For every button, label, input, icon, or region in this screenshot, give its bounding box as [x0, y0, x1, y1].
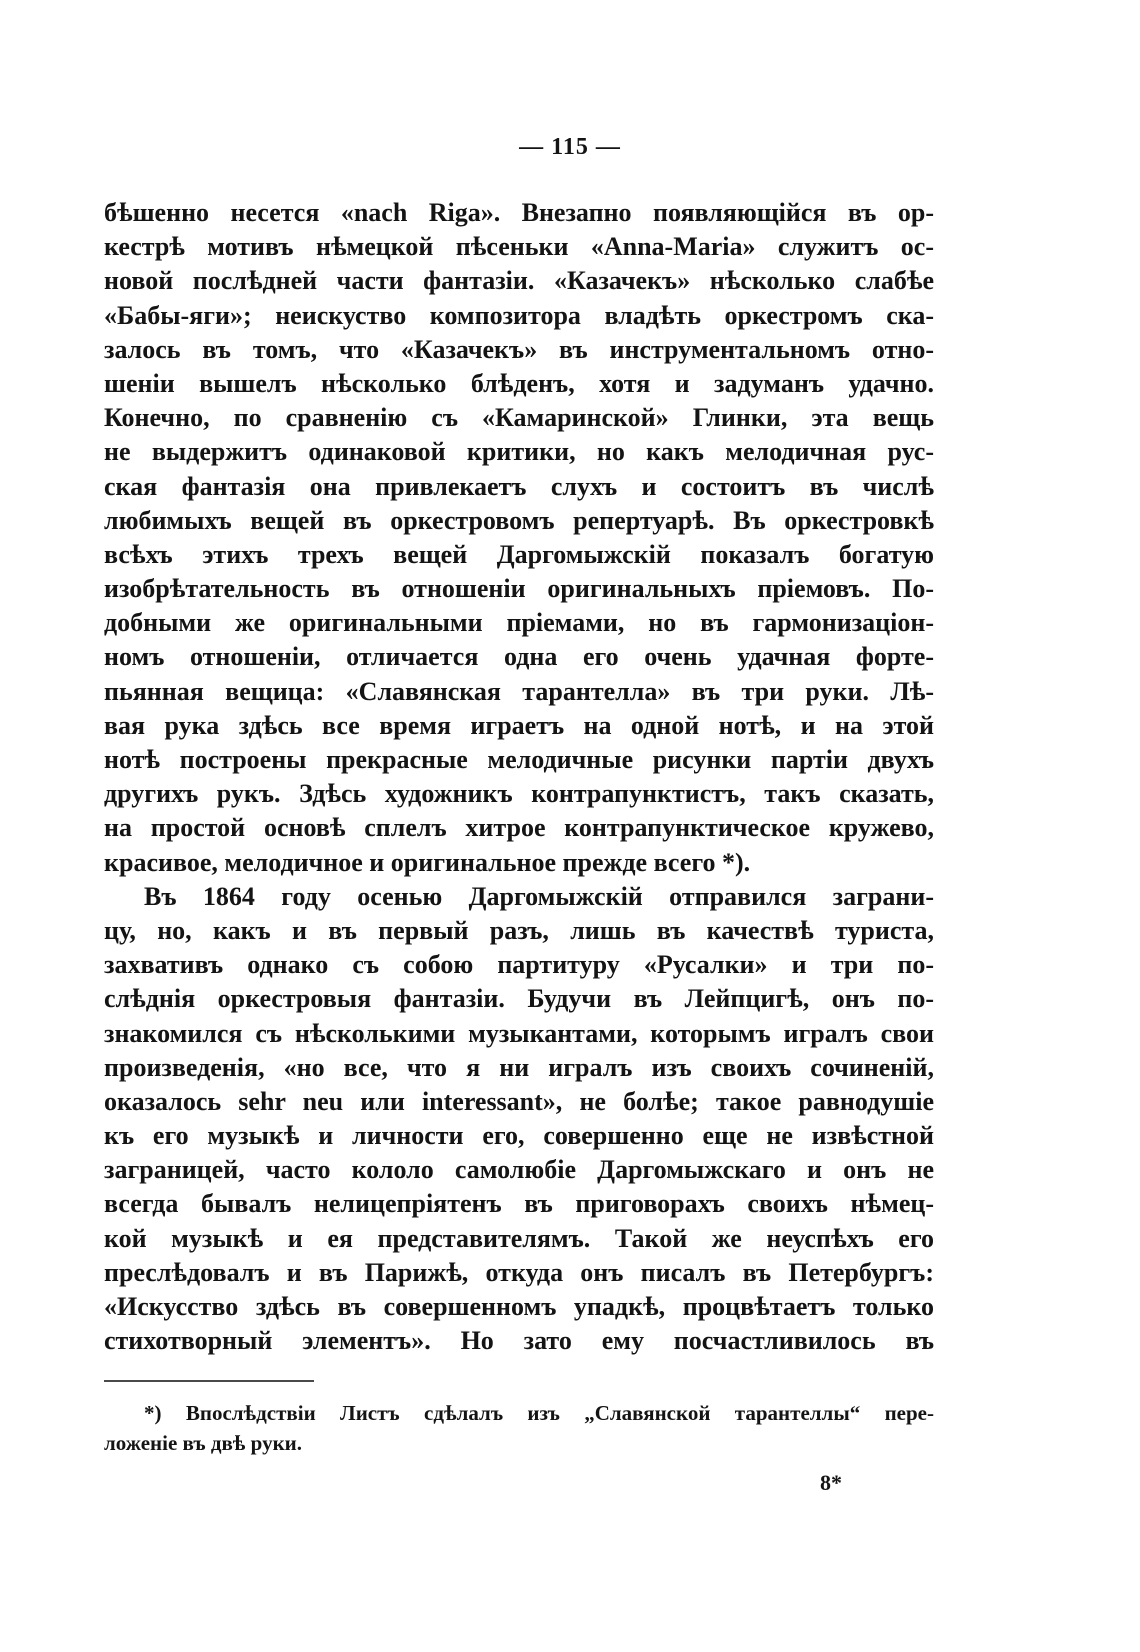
text-line: оказалось sehr neu или interessant», не болѣе; такое равнодушіе: [104, 1086, 934, 1116]
footnote-divider: [104, 1380, 314, 1382]
text-line: нотѣ построены прекрасные мелодичные рисунки партіи двухъ: [104, 745, 934, 774]
text-line: вая рука здѣсь все время играетъ на одной нотѣ, и на этой: [104, 710, 934, 740]
text-line: «Искусство здѣсь въ совершенномъ упадкѣ, процвѣтаетъ только: [104, 1292, 934, 1321]
text-line: не выдержитъ одинаковой критики, но какъ мелодичная рус-: [104, 437, 934, 467]
text-line: изобрѣтательность въ отношеніи оригинальныхъ пріемовъ. По-: [104, 574, 934, 604]
text-line: произведенія, «но все, что я ни игралъ изъ своихъ сочиненій,: [104, 1052, 934, 1082]
text-line: «Бабы-яги»; неискуство композитора владѣть оркестромъ ска-: [104, 300, 934, 330]
text-line: кестрѣ мотивъ нѣмецкой пѣсеньки «Anna-Maria» служитъ ос-: [104, 232, 934, 262]
text-line: знакомился съ нѣсколькими музыкантами, которымъ игралъ свои: [104, 1018, 934, 1048]
text-line: на простой основѣ сплелъ хитрое контрапунктическое кружево,: [104, 813, 934, 843]
text-line: залось въ томъ, что «Казачекъ» въ инструментальномъ отно-: [104, 334, 934, 364]
text-line: къ его музыкѣ и личности его, совершенно еще не извѣстной: [104, 1121, 934, 1151]
text-line: кой музыкѣ и ея представителямъ. Такой же неуспѣхъ его: [104, 1223, 934, 1253]
footnote-line: ложеніе въ двѣ руки.: [104, 1431, 303, 1455]
text-line: стихотворный элементъ». Но зато ему посчастливилось въ: [104, 1326, 934, 1356]
text-line: новой послѣдней части фантазіи. «Казачекъ» нѣсколько слабѣе: [104, 266, 934, 296]
text-line: преслѣдовалъ и въ Парижѣ, откуда онъ писалъ въ Петербургъ:: [104, 1257, 934, 1287]
text-line: всѣхъ этихъ трехъ вещей Даргомыжскій показалъ богатую: [104, 539, 934, 569]
text-line: другихъ рукъ. Здѣсь художникъ контрапунктистъ, такъ сказать,: [104, 779, 934, 809]
text-line: любимыхъ вещей въ оркестровомъ репертуарѣ. Въ оркестровкѣ: [104, 505, 934, 535]
signature-mark: 8*: [820, 1470, 842, 1495]
paragraph-end-line: красивое, мелодичное и оригинальное прежде всего *).: [104, 847, 751, 877]
text-line: заграницей, часто кололо самолюбіе Даргомыжскаго и онъ не: [104, 1155, 934, 1185]
text-line: шеніи вышелъ нѣсколько блѣденъ, хотя и задуманъ удачно.: [104, 368, 934, 398]
paragraph-start-line: Въ 1864 году осенью Даргомыжскій отправился заграни-: [144, 881, 934, 911]
text-line: номъ отношеніи, отличается одна его очень удачная форте-: [104, 642, 934, 672]
text-line: захвативъ однако съ собою партитуру «Русалки» и три по-: [104, 950, 934, 980]
text-line: слѣднія оркестровыя фантазіи. Будучи въ Лейпцигѣ, онъ по-: [104, 984, 934, 1014]
footnote-line: *) Впослѣдствіи Листъ сдѣлалъ изъ „Славянской тарантеллы“ пере-: [144, 1401, 934, 1425]
text-line: всегда бывалъ нелицепріятенъ въ приговорахъ своихъ нѣмец-: [104, 1189, 934, 1219]
page-number: — 115 —: [519, 134, 621, 160]
text-line: бѣшенно несется «nach Riga». Внезапно появляющійся въ ор-: [104, 198, 934, 227]
footnote: [104, 1398, 934, 1458]
text-line: ская фантазія она привлекаетъ слухъ и состоитъ въ числѣ: [104, 471, 934, 501]
main-text: [104, 196, 934, 1358]
text-line: пьянная вещица: «Славянская тарантелла» въ три руки. Лѣ-: [104, 676, 934, 706]
text-line: цу, но, какъ и въ первый разъ, лишь въ качествѣ туриста,: [104, 915, 934, 945]
text-line: Конечно, по сравненію съ «Камаринской» Глинки, эта вещь: [104, 403, 934, 433]
text-line: добными же оригинальными пріемами, но въ гармонизаціон-: [104, 608, 934, 638]
